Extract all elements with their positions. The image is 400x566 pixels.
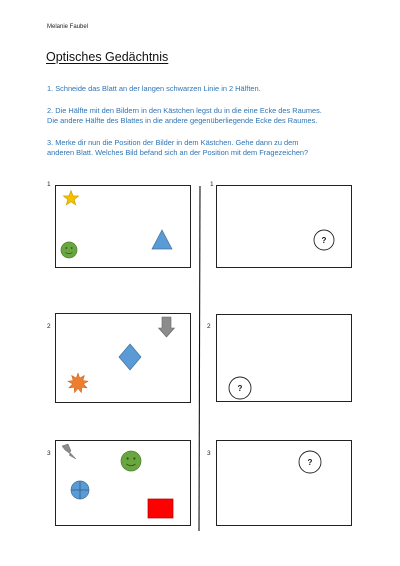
row-3-question-box <box>216 440 352 526</box>
row-1-number-right: 1 <box>210 181 214 188</box>
instruction-2a: 2. Die Hälfte mit den Bildern in den Kästchen legst du in die eine Ecke des Raumes. <box>47 106 322 115</box>
question-mark-icon <box>314 230 334 250</box>
down-arrow-icon <box>159 317 175 337</box>
row-1-image-box <box>55 185 191 268</box>
question-mark-icon <box>229 377 251 399</box>
star-icon <box>63 191 78 205</box>
rectangle-icon <box>148 499 173 518</box>
page-title: Optisches Gedächtnis <box>46 50 169 64</box>
row-2-image-box <box>55 313 191 403</box>
row-2-number-left: 2 <box>47 323 51 330</box>
diamond-icon <box>119 344 141 370</box>
instruction-3a: 3. Merke dir nun die Position der Bilder in dem Kästchen. Gehe dann zu dem <box>47 138 299 147</box>
instruction-2b: Die andere Hälfte des Blattes in die andere gegenüberliegende Ecke des Raumes. <box>47 116 318 125</box>
lightning-icon <box>62 444 76 459</box>
author-name: Melanie Faubel <box>47 24 89 30</box>
triangle-icon <box>152 230 172 249</box>
smiley-icon <box>121 451 141 471</box>
smiley-icon <box>61 242 77 258</box>
question-mark-icon <box>299 451 321 473</box>
row-3-image-box <box>55 440 191 526</box>
instruction-3b: anderen Blatt. Welches Bild befand sich an der Position mit dem Fragezeichen? <box>47 148 309 157</box>
row-2-question-box <box>216 314 352 402</box>
question-mark-text: ? <box>237 384 243 393</box>
row-1-question-box <box>216 185 352 268</box>
row-2-number-right: 2 <box>207 323 211 330</box>
row-3-number-right: 3 <box>207 450 211 457</box>
question-mark-text: ? <box>321 236 327 245</box>
row-1-number-left: 1 <box>47 181 51 188</box>
instruction-1: 1. Schneide das Blatt an der langen schwarzen Linie in 2 Hälften. <box>47 84 261 93</box>
circle-cross-icon <box>71 481 89 499</box>
question-mark-text: ? <box>307 458 313 467</box>
burst-icon <box>68 373 88 393</box>
row-3-number-left: 3 <box>47 450 51 457</box>
